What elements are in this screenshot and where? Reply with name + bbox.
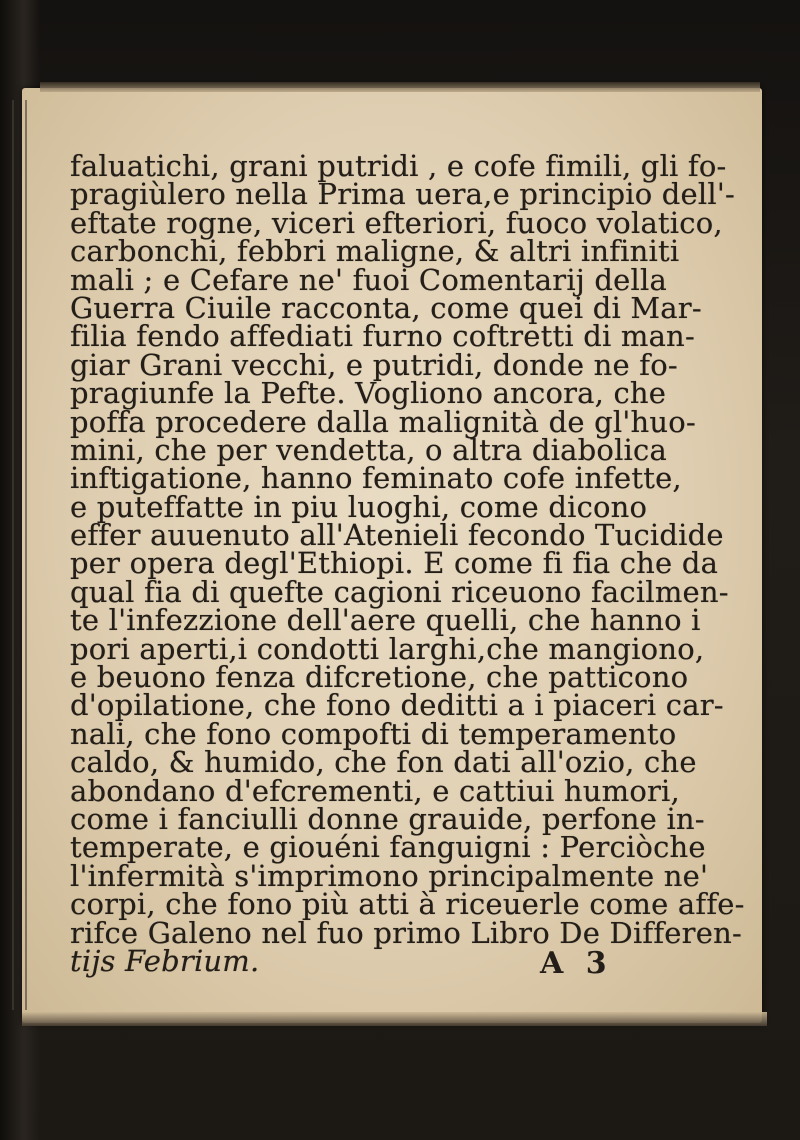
text-line: corpi, che fono più atti à riceuerle come affe- [70, 887, 745, 922]
text-line: effer auuenuto all'Atenieli fecondo Tucidide [70, 518, 724, 553]
text-line: tijs Febrium. [70, 943, 260, 978]
text-line: Guerra Ciuile racconta, come quei di Mar- [70, 290, 702, 325]
text-line: faluatichi, grani putridi , e cofe fimili, gli fo- [70, 149, 727, 183]
page-edge-line [12, 100, 14, 1010]
text-line: qual fia di quefte cagioni riceuono facilmen- [70, 574, 729, 609]
text-line: giar Grani vecchi, e putridi, donde ne fo- [70, 347, 678, 382]
text-line: pragiunfe la Pefte. Vogliono ancora, che [70, 376, 667, 411]
page-body-text [70, 149, 760, 978]
text-line: temperate, e giouéni fanguigni : Perciòche [70, 830, 706, 865]
text-line: mini, che per vendetta, o altra diabolica [70, 432, 667, 467]
page-top-edge [40, 82, 760, 92]
text-line: d'opilatione, che fono deditti a i piaceri car- [70, 688, 724, 723]
text-line: rifce Galeno nel fuo primo Libro De Differen- [70, 915, 742, 950]
text-line: filia fendo affediati furno coftretti di man- [70, 319, 695, 354]
text-line: e beuono fenza difcretione, che patticono [70, 660, 689, 695]
signature-mark: A 3 [540, 946, 613, 981]
text-line: nali, che fono compofti di temperamento [70, 716, 677, 751]
text-line: inftigatione, hanno feminato cofe infette, [70, 461, 682, 496]
text-line: l'infermità s'imprimono principalmente ne' [70, 858, 709, 893]
text-line: te l'infezzione dell'aere quelli, che hanno i [70, 603, 701, 638]
text-line: per opera degl'Ethiopi. E come fi fia che da [70, 546, 719, 581]
text-line: pori aperti,i condotti larghi,che mangiono, [70, 631, 705, 666]
text-line: mali ; e Cefare ne' fuoi Comentarij della [70, 262, 667, 297]
page-bottom-edge [22, 1012, 767, 1026]
text-line: eftate rogne, viceri efteriori, fuoco volatico, [70, 205, 723, 240]
text-line: e puteffatte in piu luoghi, come dicono [70, 489, 648, 524]
text-line: poffa procedere dalla malignità de gl'huo- [70, 404, 696, 439]
text-line: come i fanciulli donne grauide, perfone in- [70, 801, 705, 836]
text-line: pragiùlero nella Prima uera,e principio dell'- [70, 177, 736, 212]
page-edge-line [25, 100, 27, 1010]
text-line: carbonchi, febbri maligne, & altri infiniti [70, 234, 680, 269]
text-line: abondano d'efcrementi, e cattiui humori, [70, 773, 680, 808]
text-line: caldo, & humido, che fon dati all'ozio, che [70, 745, 697, 780]
